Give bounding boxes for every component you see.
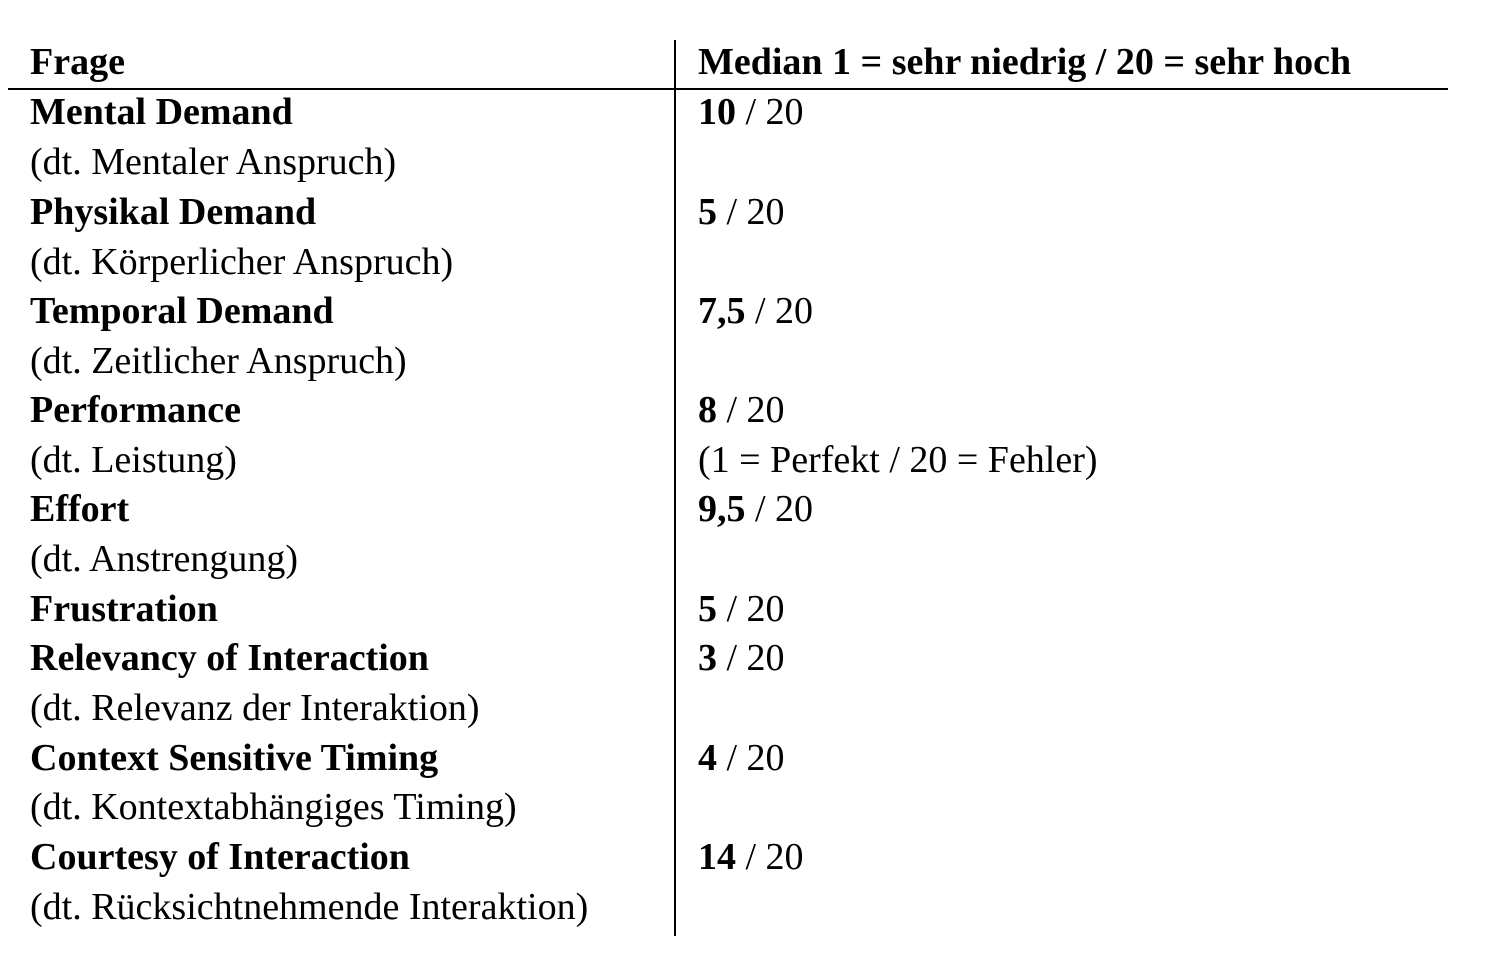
row-title: Performance bbox=[30, 389, 241, 431]
row-title: Physikal Demand bbox=[30, 191, 317, 233]
row-subtitle: (dt. Anstrengung) bbox=[30, 538, 299, 580]
median-scale: / 20 bbox=[745, 290, 814, 332]
median-scale: / 20 bbox=[736, 91, 804, 133]
median-value: 8 bbox=[698, 389, 717, 431]
header-median: Median 1 = sehr niedrig / 20 = sehr hoch bbox=[698, 41, 1352, 83]
row-subtitle: (dt. Kontextabhängiges Timing) bbox=[30, 786, 517, 828]
header-rule bbox=[8, 88, 1448, 90]
row-subtitle: (dt. Zeitlicher Anspruch) bbox=[30, 340, 407, 382]
row-subtitle: (dt. Mentaler Anspruch) bbox=[30, 141, 397, 183]
median-value: 7,5 bbox=[698, 290, 746, 332]
row-median bbox=[698, 291, 813, 331]
row-median bbox=[698, 837, 804, 877]
row-median bbox=[698, 192, 785, 232]
median-scale: / 20 bbox=[736, 836, 804, 878]
median-value: 9,5 bbox=[698, 488, 746, 530]
median-value: 5 bbox=[698, 191, 717, 233]
row-subtitle: (dt. Körperlicher Anspruch) bbox=[30, 241, 454, 283]
row-note: (1 = Perfekt / 20 = Fehler) bbox=[698, 439, 1098, 481]
row-title: Temporal Demand bbox=[30, 290, 334, 332]
median-scale: / 20 bbox=[717, 737, 785, 779]
median-value: 3 bbox=[698, 637, 717, 679]
median-scale: / 20 bbox=[717, 588, 785, 630]
header-frage: Frage bbox=[30, 41, 125, 83]
row-median bbox=[698, 489, 813, 529]
row-title: Effort bbox=[30, 488, 130, 530]
row-median bbox=[698, 589, 785, 629]
row-median bbox=[698, 738, 785, 778]
median-value: 14 bbox=[698, 836, 736, 878]
row-subtitle: (dt. Relevanz der Interaktion) bbox=[30, 687, 480, 729]
row-median bbox=[698, 92, 804, 132]
row-subtitle: (dt. Leistung) bbox=[30, 439, 237, 481]
row-title: Relevancy of Interaction bbox=[30, 637, 429, 679]
row-title: Context Sensitive Timing bbox=[30, 737, 439, 779]
row-title: Frustration bbox=[30, 588, 218, 630]
median-scale: / 20 bbox=[745, 488, 814, 530]
row-median bbox=[698, 638, 785, 678]
row-subtitle: (dt. Rücksichtnehmende Interaktion) bbox=[30, 886, 589, 928]
row-median bbox=[698, 390, 785, 430]
median-value: 5 bbox=[698, 588, 717, 630]
median-value: 4 bbox=[698, 737, 717, 779]
row-title: Mental Demand bbox=[30, 91, 293, 133]
median-scale: / 20 bbox=[717, 637, 785, 679]
column-divider bbox=[674, 40, 676, 936]
median-scale: / 20 bbox=[717, 191, 785, 233]
row-title: Courtesy of Interaction bbox=[30, 836, 410, 878]
median-scale: / 20 bbox=[717, 389, 785, 431]
median-value: 10 bbox=[698, 91, 736, 133]
